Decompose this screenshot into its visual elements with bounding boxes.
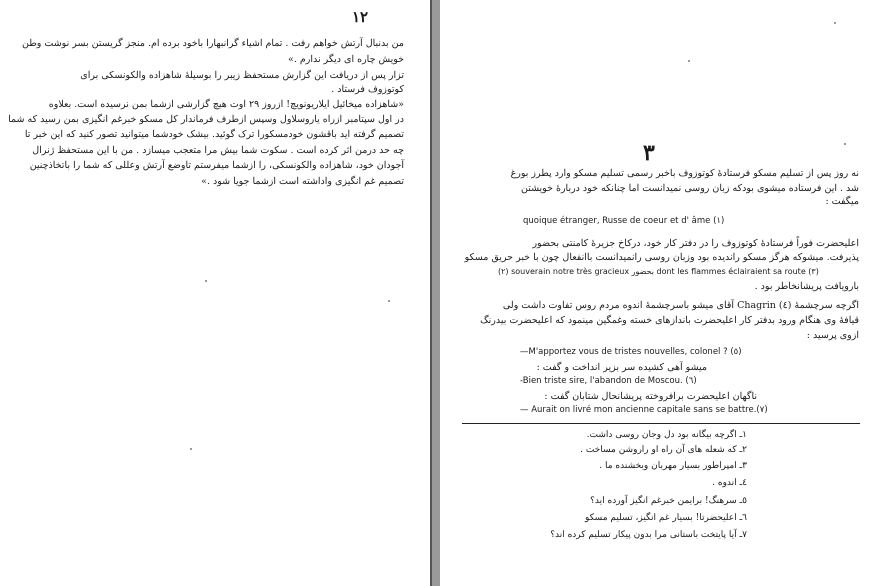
body-line: در اول سپتامبر ازراه یاروسلاول وسپس ازطرف فرماندار کل مسکو خبرغم انگیزی بمن رسید که شما	[8, 114, 404, 125]
body-line: اگرچه سرچشمهٔ (٤) Chagrin آقای میشو باسرچشمهٔ اندوه مردم روس تفاوت داشت ولی	[502, 300, 859, 311]
speck	[190, 448, 192, 450]
speck	[205, 280, 207, 282]
french-quote: quoique étranger, Russe de coeur et d' âme (١)	[523, 216, 725, 226]
body-line: بارویافت پریشانخاطر بود .	[754, 281, 859, 292]
body-line: تصمیم گرفته اید باقشون خودمسکورا ترک گوئید. بیشک خودشما میتوانید تصور کنید که این خبر تا	[24, 129, 404, 140]
body-line: میگفت :	[825, 196, 859, 207]
footnote-rule	[462, 423, 860, 424]
body-line: تصمیم غم انگیزی واداشته است ازشما جویا شود .»	[201, 176, 404, 187]
body-line: من بدنبال آرتش خواهم رفت . تمام اشیاء گرانبهارا باخود برده ام. منجز گریستن بسر نوشت وطن	[21, 38, 404, 49]
body-line: چه حد درمن اثر کرده است . سکوت شما بیش مرا متعجب میسازد . من با این مستحفظ ژنرال	[32, 145, 404, 156]
body-line: نه روز پس از تسلیم مسکو فرستادهٔ کوتوزوف باخبر رسمی تسلیم مسکو وارد پطرز بورغ	[510, 168, 859, 179]
footnote: ٦ـ اعلیحضرتا! بسیار غم انگیز، تسلیم مسکو	[585, 513, 747, 523]
footnote: ٤ـ اندوه .	[712, 478, 747, 488]
dialogue-persian: میشو آهی کشیده سر بزیر انداخت و گفت :	[536, 362, 707, 373]
footnote: ٥ـ سرهنگ! برایمن خبرغم انگیز آورده اید؟	[590, 496, 747, 506]
chapter-number: ٣	[643, 140, 655, 166]
page-number: ١٢	[352, 8, 369, 26]
body-line: آجودان خود، شاهزاده والکونسکی، را ازشما میفرستم تاوضع آرتش وعللی که شما را باتخاذچنین	[29, 160, 404, 171]
dialogue-french: —M'apportez vous de tristes nouvelles, colonel ? (٥)	[520, 347, 742, 357]
dialogue-french: — Aurait on livré mon ancienne capitale sans se battre.(٧)	[520, 405, 768, 415]
footnote: ٣ـ امپراطور بسیار مهربان وبخشنده ما .	[599, 461, 747, 471]
dialogue-french: -Bien triste sire, l'abandon de Moscou. (٦)	[520, 376, 697, 386]
book-gutter	[432, 0, 440, 586]
speck	[388, 300, 390, 302]
body-line: شد . این فرستاده میشوی بودکه زبان روسی نمیدانست اما چنانکه خود دربارهٔ خویشتن	[520, 183, 859, 194]
footnote: ٧ـ آیا پایتخت باستانی مرا بدون پیکار تسلیم کرده اند؟	[550, 530, 747, 540]
speck	[844, 143, 846, 145]
speck	[834, 22, 836, 24]
mixed-line: (٢) souverain notre très gracieux بحضور dont les flammes éclairaient sa route (٣)	[498, 267, 819, 276]
body-line: قیافهٔ وی هنگام ورود بدفتر کار اعلیحضرت باندازهای خسته وغمگین مینمود که اعلیحضرت بیدرنگ	[480, 315, 859, 326]
footnote: ٢ـ که شعله های آن راه او راروشن مساخت .	[580, 445, 747, 455]
left-page	[0, 0, 432, 586]
body-line: «شاهزاده میخائیل ایلاریونویچ! ازروز ۲۹ اوت هیچ گزارشی ازشما بمن نرسیده است. بعلاوه	[48, 99, 404, 110]
body-line: ازوی پرسید :	[806, 330, 859, 341]
body-line: تزار پس از دریافت این گزارش مستحفظ زیبر را بوسیلهٔ شاهزاده والکونسکی برای	[80, 70, 404, 81]
body-line: خویش چاره ای دیگر ندارم .»	[288, 54, 404, 65]
body-line: کوتوزوف فرستاد .	[331, 84, 404, 95]
footnote: ١ـ اگرچه بیگانه بود دل وجان روسی داشت.	[586, 430, 747, 440]
speck	[688, 60, 690, 62]
right-page	[440, 0, 877, 586]
body-line: اعلیحضرت فوراً فرستادهٔ کوتوزوف را در دفتر کار خود، درکاخ جزیرهٔ کامنتی بحضور	[532, 238, 859, 249]
body-line: پذیرفت. میشوکه هرگز مسکو راندیده بود وزبان روسی رانمیدانست باانفعال چون با خبر حریق مسکو	[464, 252, 859, 263]
dialogue-persian: ناگهان اعلیحضرت برافروخته پریشانحال شتابان گفت :	[544, 391, 757, 402]
